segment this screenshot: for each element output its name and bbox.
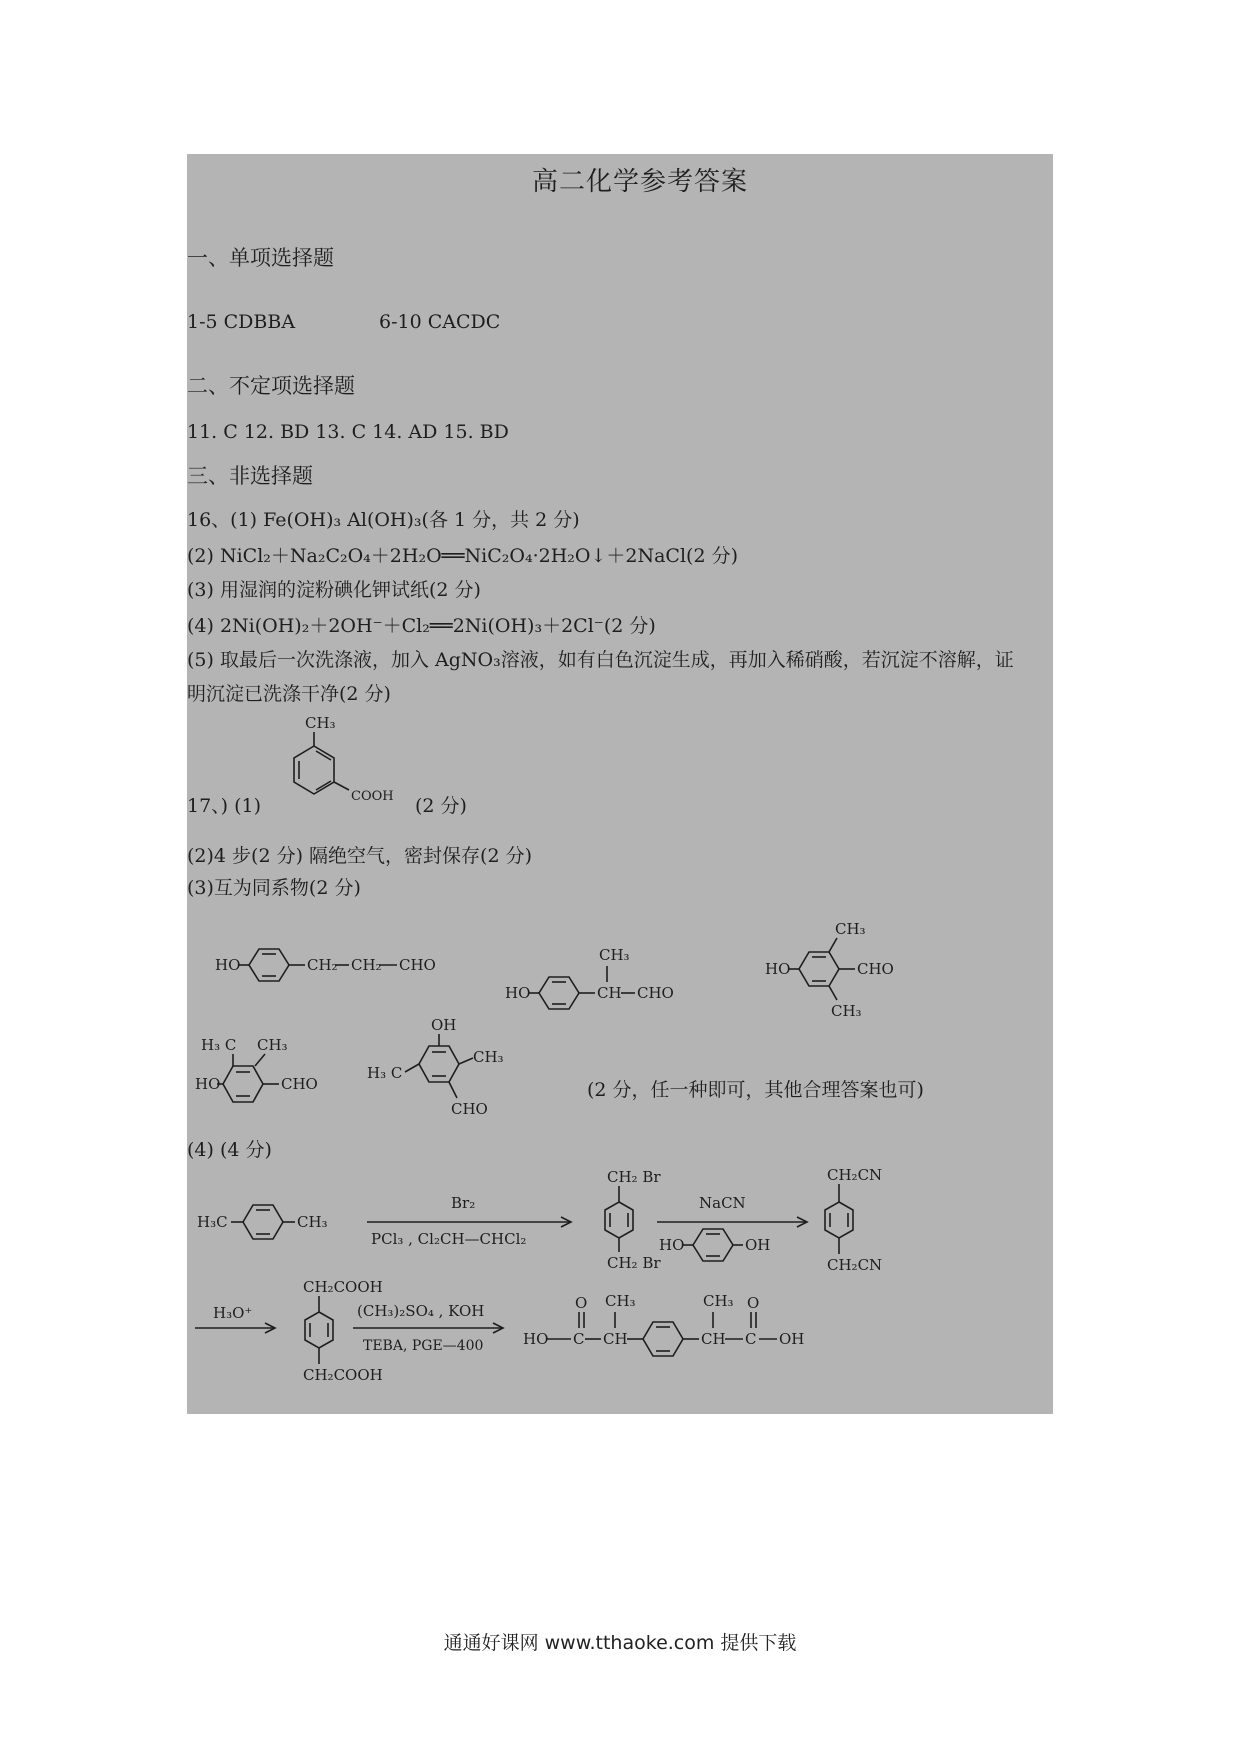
isomer-3-structure [765, 914, 965, 1034]
q17-4: (4) (4 分) [187, 1139, 272, 1161]
q17-2: (2)4 步(2 分) 隔绝空气，密封保存(2 分) [187, 845, 532, 867]
section3-heading: 三、非选择题 [187, 464, 313, 488]
svg-text:CH₂COOH: CH₂COOH [303, 1278, 383, 1296]
section1-answers-1-5: 1-5 CDBBA [187, 311, 296, 333]
svg-text:CH₂COOH: CH₂COOH [303, 1366, 383, 1384]
isomer-4-structure [187, 1024, 347, 1134]
svg-text:HO: HO [215, 956, 241, 974]
svg-text:OH: OH [779, 1330, 805, 1348]
q16-line-1: 16、(1) Fe(OH)₃ Al(OH)₃(各 1 分，共 2 分) [187, 509, 580, 531]
svg-text:CH₂CN: CH₂CN [827, 1256, 883, 1274]
m-toluic-acid-structure [277, 714, 417, 824]
q16-line-5: (5) 取最后一次洗涤液，加入 AgNO₃溶液，如有白色沉淀生成，再加入稀硝酸，若沉淀不溶解，证 [187, 649, 1014, 671]
q16-line-6: 明沉淀已洗涤干净(2 分) [187, 683, 391, 705]
svg-text:HO: HO [505, 984, 531, 1002]
q17-1-score: (2 分) [415, 795, 467, 817]
q16-line-3: (3) 用湿润的淀粉碘化钾试纸(2 分) [187, 579, 481, 601]
svg-text:TEBA, PGE—400: TEBA, PGE—400 [363, 1338, 484, 1354]
answer-sheet [187, 154, 1053, 1414]
svg-text:CH₂CN: CH₂CN [827, 1166, 883, 1184]
q17-1-prefix: 17、) (1) [187, 795, 262, 817]
svg-text:CHO: CHO [451, 1100, 488, 1118]
svg-text:OH: OH [431, 1016, 457, 1034]
section1-answers-6-10: 6-10 CACDC [379, 311, 501, 333]
svg-text:OH: OH [745, 1236, 771, 1254]
svg-text:H₃O⁺: H₃O⁺ [213, 1304, 253, 1322]
svg-text:HO: HO [765, 960, 791, 978]
svg-text:H₃C: H₃C [197, 1213, 228, 1231]
svg-text:CHO: CHO [857, 960, 894, 978]
svg-text:CH₃: CH₃ [831, 1002, 862, 1020]
svg-text:CH₃: CH₃ [835, 920, 866, 938]
svg-text:CH₃: CH₃ [605, 1292, 636, 1310]
svg-text:CH₃: CH₃ [599, 946, 630, 964]
svg-text:CH₃: CH₃ [703, 1292, 734, 1310]
synthesis-row-1 [187, 1164, 1053, 1274]
isomer-5-structure [367, 1010, 517, 1140]
svg-text:H₃ C: H₃ C [367, 1064, 403, 1082]
svg-text:O: O [575, 1294, 588, 1312]
svg-text:NaCN: NaCN [699, 1194, 746, 1212]
svg-text:HO: HO [523, 1330, 549, 1348]
svg-text:CH₃: CH₃ [473, 1048, 504, 1066]
carboxyl-label: COOH [351, 789, 394, 804]
svg-text:CHO: CHO [637, 984, 674, 1002]
svg-text:(CH₃)₂SO₄ , KOH: (CH₃)₂SO₄ , KOH [357, 1302, 485, 1320]
svg-text:CHO: CHO [281, 1075, 318, 1093]
svg-text:CH₂: CH₂ [351, 956, 382, 974]
page-title: 高二化学参考答案 [532, 167, 749, 197]
section1-heading: 一、单项选择题 [187, 246, 334, 270]
q16-line-2: (2) NiCl₂＋Na₂C₂O₄＋2H₂O══NiC₂O₄·2H₂O↓＋2NaCl(2 分) [187, 545, 739, 567]
svg-text:C: C [573, 1330, 585, 1348]
svg-text:CH₃: CH₃ [297, 1213, 328, 1231]
svg-text:O: O [747, 1294, 760, 1312]
svg-text:CHO: CHO [399, 956, 436, 974]
isomers-note: (2 分，任一种即可，其他合理答案也可) [587, 1079, 924, 1101]
isomer-1-structure [207, 934, 447, 994]
svg-text:HO: HO [195, 1075, 221, 1093]
methyl-label: CH₃ [305, 714, 336, 732]
svg-text:CH: CH [597, 984, 622, 1002]
svg-text:PCl₃ , Cl₂CH—CHCl₂: PCl₃ , Cl₂CH—CHCl₂ [371, 1230, 527, 1248]
q17-3: (3)互为同系物(2 分) [187, 877, 361, 899]
isomer-2-structure [505, 940, 725, 1016]
synthesis-row-2 [187, 1272, 1053, 1402]
footer-source: 通通好课网 www.tthaoke.com 提供下载 [443, 1632, 797, 1654]
svg-text:HO: HO [659, 1236, 685, 1254]
svg-text:CH₃: CH₃ [257, 1036, 288, 1054]
svg-text:H₃ C: H₃ C [201, 1036, 237, 1054]
svg-text:CH₂: CH₂ [307, 956, 338, 974]
q16-line-4: (4) 2Ni(OH)₂＋2OH⁻＋Cl₂══2Ni(OH)₃＋2Cl⁻(2 分) [187, 615, 656, 637]
section2-answers: 11. C 12. BD 13. C 14. AD 15. BD [187, 421, 509, 443]
svg-text:CH₂ Br: CH₂ Br [607, 1254, 661, 1272]
svg-text:CH₂ Br: CH₂ Br [607, 1168, 661, 1186]
svg-text:C: C [745, 1330, 757, 1348]
svg-text:CH: CH [603, 1330, 628, 1348]
svg-text:Br₂: Br₂ [451, 1194, 476, 1212]
section2-heading: 二、不定项选择题 [187, 374, 355, 398]
svg-text:CH: CH [701, 1330, 726, 1348]
